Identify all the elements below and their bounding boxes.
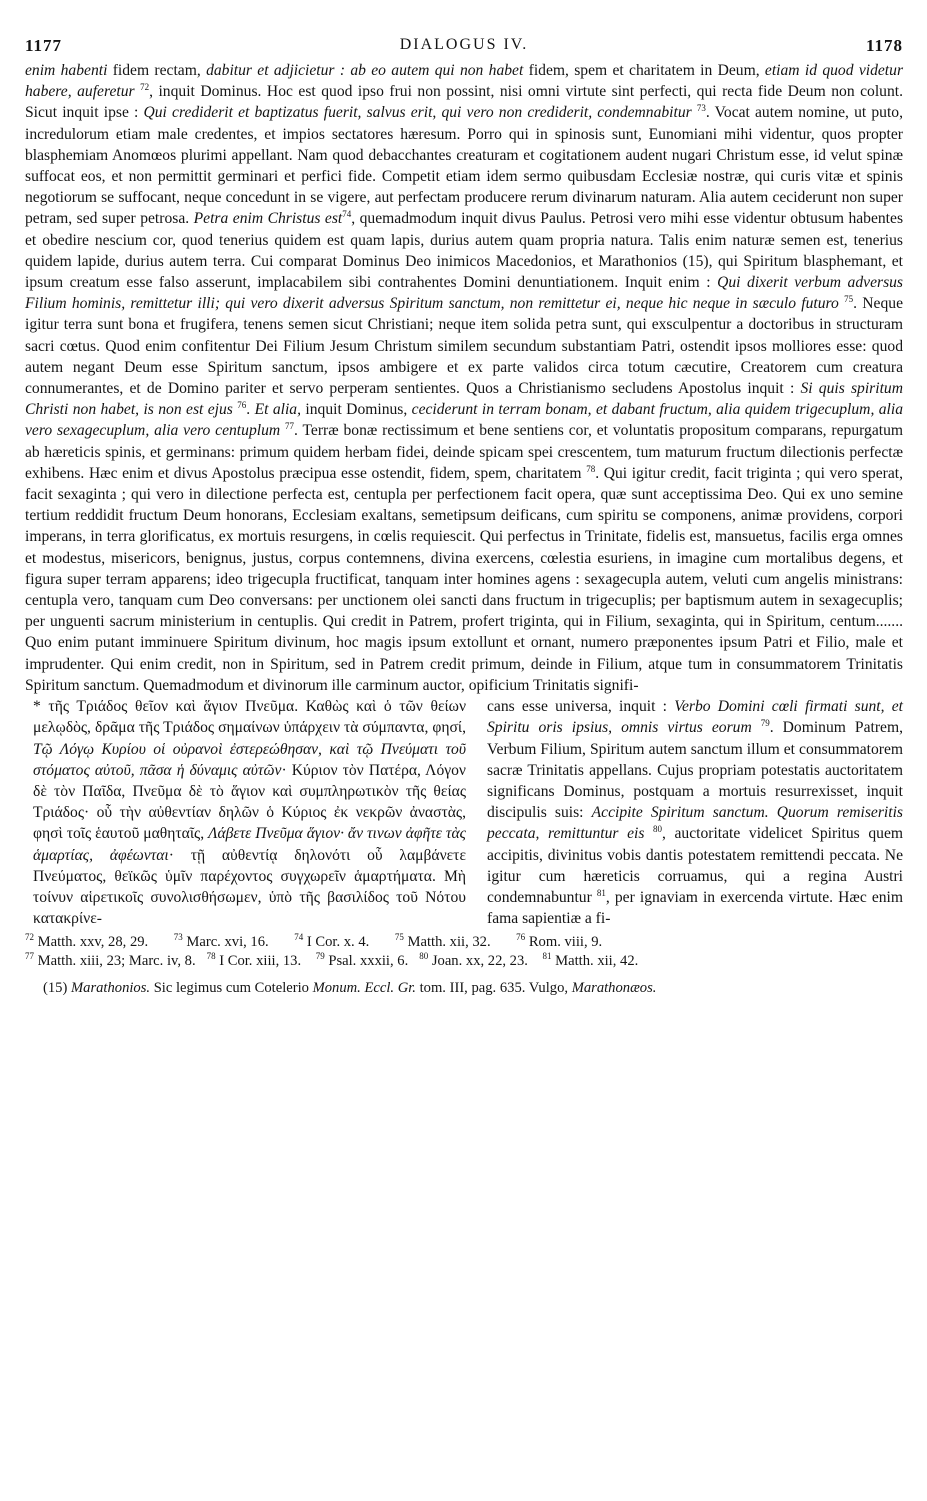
scripture-references — [25, 933, 903, 971]
ref-marker: 76 — [237, 400, 247, 411]
reference-item: $^{75}$ Matth. xii, 32. — [394, 933, 491, 951]
main-latin-text: enim habenti fidem rectam, dabitur et adjicietur : ab eo autem qui non habet fidem, spem et charitatem in Deum, etiam id quod videtur habere, auferetur $^{72}$, inquit Dominus. Hoc est quod ipso frui non possint, nisi omni virtute sint perfecti, qui recta fide Deum non colunt. Sicut inquit ipse : Qui crediderit et baptizatus fuerit, salvus erit, qui vero non crediderit, condemnabitur $^{73}$. Vocat autem nomine, ut puto, incredulorum etiam male credentes, et impios sectatores hæresum. Porro qui in spinosis sunt, Eunomiani mihi videntur, quos propter blasphemiam Anomœos plurimi appellant. Nam quod debacchantes creaturam et cogitationem audent nugari Christum esse, id velut spinæ suffocat eos, et non permittit germinari et perfici fide. Competit etiam idem sermo quibusdam Ecclesiæ nostræ, qui curis vitæ et spinis negotiorum se suffocant, neque concedunt in se vigere, aut perfectam producere rerum divinarum naturam. Alia autem ceciderunt non super petram, sed super petrosa. Petra enim Christus est$^{74}$, quemadmodum inquit divus Paulus. Petrosi vero mihi esse videntur obtusum habentes et obedire nescium cor, quod tenerius quidem est quam lapis, durius autem quam propria natura. Talis enim naturæ semen est, tenerius quidem lapide, durius autem terra. Cui comparat Dominus Deo inimicos Macedonios, et Marathonios (15), qui Spiritum blasphemant, et ipsum creatum esse falso asserunt, implacabilem sibi contrahentes Domini denuntiationem. Inquit enim : Qui dixerit verbum adversus Filium hominis, remittetur illi; qui vero dixerit adversus Spiritum sanctum, non remittetur ei, neque hic neque in sæculo futuro $^{75}$. Neque igitur terra sunt bona et frugifera, tenens semen sicut Christiani; neque item solida petra sunt, qui exsculpentur a doctoribus in structuram sacri cœtus. Quod enim confitentur Dei Filium Jesum Christum similem secundum substantiam Patri, ostendit ipsos molliores esse: quod autem negant Deum esse Spiritum sanctum, ipsos ambigere et ex parte validos circa totum cæcutire, Creatorem cum creatura connumerantes, et de Domino pariter et servo perperam sentientes. Quos a Christianismo secludens Apostolus inquit : Si quis spiritum Christi non habet, is non est ejus $^{76}$. Et alia, inquit Dominus, ceciderunt in terram bonam, et dabant fructum, alia quidem trigecuplum, alia vero sexagecuplum, alia vero centuplum $^{77}$. Terræ bonæ rectissimum et bene sentiens cor, et voluntatis propositum comparans, repurgatum ab hæreticis spinis, et germinans: primum quidem herbam fidei, deinde spicam spei crescentem, tum maturum fructum dilectionis perfectæ exhibens. Hæc enim et divus Apostolus præcipua esse ostendit, fidem, spem, charitatem $^{78}$. Qui igitur credit, facit triginta ; qui vero sperat, facit sexaginta ; qui vero in dilectione perfecta est, centupla per perfectionem facit opera, quæ sunt acceptissima Deo. Qui ex uno semine tertium reddidit fructum Deum honorans, Ecclesiam exaltans, semetipsum deificans, cum spiritu se componens, animæ providens, corpori imperans, in terra glorificatus, ex mortuis resurgens, in cœlis requiescit. Qui perfectus in Trinitate, fidelis est, mansuetus, facilis erga omnes et modestus, misericors, benignus, justus, corpus contemnens, divina exercens, cœlestia esuriens, in imagine cum mortalibus degens, et figura super terram apparens; ideo trigecupla fructificat, tanquam inter homines agens : sexagecupla autem, veluti cum angelis ministrans: centupla vero, tanquam cum Deo conversans: per unctionem olei sancti dans fructum in trigecuplis; per baptismum autem in sexagecuplis; per unguenti sacrum ministerium in centuplis. Qui credit in Patrem, profert triginta, qui in Filium, sexaginta, qui in Spiritum, centum....... Quo enim putant imminuere Spiritum divinum, hoc magis ipsum extollunt et ornant, numero præponentes ipsum Patri et Filio, male et imprudenter. Qui enim credit, non in Spiritum, sed in Patrem credit primum, deinde in Filium, atque tum in consummatorem Trinitatis Spiritum sanctum. Quemadmodum et divinorum ille carminum auctor, opificium Trinitatis signifi- — [25, 62, 904, 694]
reference-item: $^{78}$ I Cor. xiii, 13. — [206, 952, 302, 970]
footnote-term: Marathonios. — [70, 980, 151, 997]
reference-item: $^{76}$ Rom. viii, 9. — [516, 933, 603, 951]
ref-marker: 74 — [342, 209, 352, 220]
references-row-2 — [25, 952, 903, 971]
reference-item: $^{81}$ Matth. xii, 42. — [542, 952, 639, 970]
reference-item: $^{79}$ Psal. xxxii, 6. — [315, 952, 409, 970]
ref-marker: 73 — [696, 103, 706, 114]
editorial-footnote: (15) Marathonios. Sic legimus cum Cotelerio Monum. Eccl. Gr. tom. III, pag. 635. Vulgo, Marathonæos. — [43, 980, 657, 997]
ref-marker: 77 — [285, 421, 294, 432]
ref-marker: 80 — [653, 824, 662, 835]
greek-column: * τῆς Τριάδος θεῖον καὶ ἅγιον Πνεῦμα. Καθὼς καὶ ὁ τῶν θείων μελῳδὸς, δρᾶμα τῆς Τριάδος σημαίνων ὑπάρχειν τὰ σύμπαντα, φησί, Τῷ Λόγῳ Κυρίου οἱ οὐρανοὶ ἐστερεώθησαν, καὶ τῷ Πνεύματι τοῦ στόματος αὐτοῦ, πᾶσα ἡ δύναμις αὐτῶν· Κύριον τὸν Πατέρα, Λόγον δὲ τὸν Παῖδα, Πνεῦμα δὲ τὸ ἅγιον καὶ συμπληρωτικὸν τῆς θείας Τριάδος· οὗ τὴν αὐθεντίαν δηλῶν ὁ Κύριος ἐκ νεκρῶν ἀναστὰς, φησὶ τοῖς ἑαυτοῦ μαθηταῖς, Λάβετε Πνεῦμα ἅγιον· ἄν τινων ἀφῆτε τὰς ἁμαρτίας, ἀφέωνται· τῇ αὐθεντίᾳ δηλονότι οὗ λαμβάνετε Πνεύματος, θεϊκῶς ὑμῖν παρέχοντος συγχωρεῖν ἁμαρτήματα. Μὴ τοίνυν αἱρετικοῖς συνολισθήσωμεν, ὑπὸ τῆς βασιλίδος τοῦ Νότου κατακρίνε- — [33, 698, 466, 928]
right-page-number: 1178 — [865, 36, 903, 55]
footnote-label: (15) — [43, 980, 68, 997]
ref-marker: 78 — [586, 463, 596, 474]
left-page-number: 1177 — [25, 36, 63, 55]
reference-item: $^{73}$ Marc. xvi, 16. — [173, 933, 269, 951]
reference-item: $^{80}$ Joan. xx, 22, 23. — [419, 952, 528, 970]
running-header — [25, 0, 903, 60]
two-column-section — [25, 696, 903, 929]
ref-marker: 81 — [596, 887, 606, 898]
ref-marker: 79 — [760, 718, 770, 729]
ref-marker: 72 — [140, 82, 150, 93]
running-title: DIALOGUS IV. — [399, 36, 529, 53]
references-row-1 — [25, 933, 903, 952]
reference-item: $^{72}$ Matth. xxv, 28, 29. — [25, 933, 149, 951]
latin-column: cans esse universa, inquit : Verbo Domini cœli firmati sunt, et Spiritu oris ipsius, omnis virtus eorum $^{79}$. Dominum Patrem, Verbum Filium, Spiritum autem sanctum illum et consummatorem sacræ Trinitatis appellans. Cujus propriam potestatis auctoritatem significans Dominus, postquam a mortuis resurrexisset, inquit discipulis suis: Accipite Spiritum sanctum. Quorum remiseritis peccata, remittuntur eis $^{80}$, auctoritate videlicet Spiritus quem accipitis, divinitus vobis dantis potestatem remittendi peccata. Ne igitur cum hæreticis corruamus, qui a regina Austri condemnabuntur $^{81}$, per ignaviam in exercenda virtute. Hæc enim fama sapientiæ a fi- — [487, 698, 904, 928]
reference-item: $^{77}$ Matth. xiii, 23; Marc. iv, 8. — [25, 952, 196, 970]
reference-item: $^{74}$ I Cor. x. 4. — [294, 933, 370, 951]
ref-marker: 75 — [844, 294, 854, 305]
